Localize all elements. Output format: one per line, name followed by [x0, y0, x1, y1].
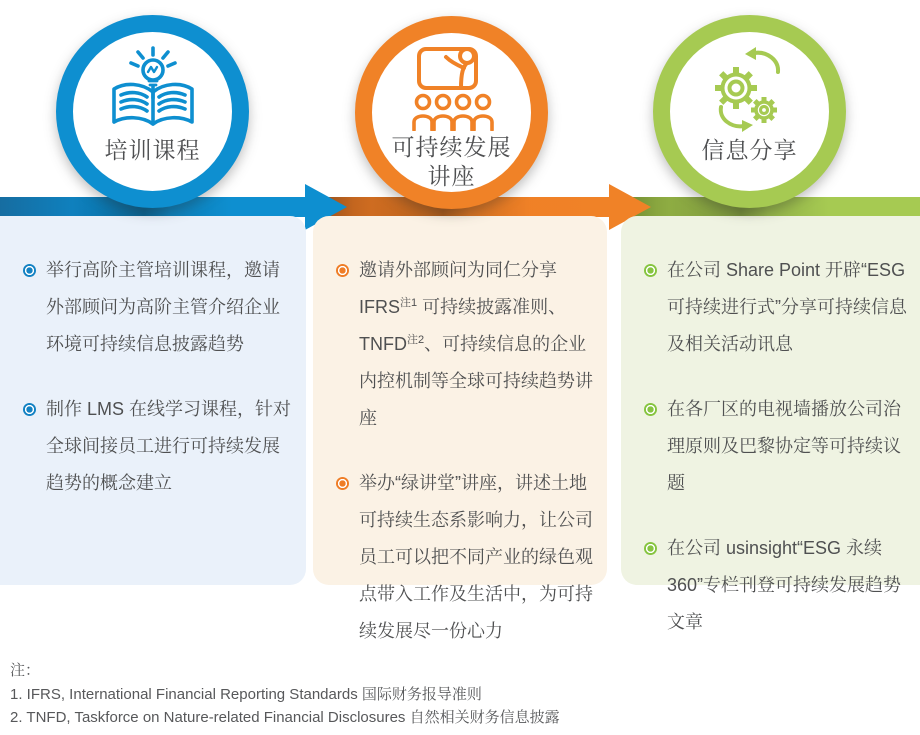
bullet-text [359, 252, 594, 437]
bullet-text-part: 可持续披露准则、TNFD [359, 297, 567, 354]
bullet-icon [644, 403, 657, 416]
bullet-text [359, 465, 594, 650]
footnote-ref-1: 注1 [400, 297, 418, 309]
bullet-icon [644, 264, 657, 277]
sharing-step-circle [653, 15, 846, 208]
bullet-icon [336, 477, 349, 490]
step-title-line: 培训课程 [104, 137, 201, 163]
bullet-text-part: 举行高阶主管培训课程，邀请外部顾问为高阶主管介绍企业环境可持续信息披露趋势 [46, 260, 280, 354]
step-title-line: 可持续发展 [391, 134, 512, 160]
footnote-ref-2: 注2 [407, 334, 425, 346]
bullet-text-part: 在各厂区的电视墙播放公司治理原则及巴黎协定等可持续议题 [667, 399, 901, 493]
bullet-text-part: 邀请外部顾问为同仁分享 IFRS [359, 260, 557, 317]
gears-sync-icon [702, 46, 798, 134]
list-item [644, 252, 907, 363]
list-item [23, 391, 293, 502]
bullet-text-part: 、可持续信息的企业内控机制等全球可持续趋势讲座 [359, 334, 593, 428]
lecture-bullet-list [313, 216, 607, 650]
sharing-bullet-list [621, 216, 920, 641]
lecture-step-circle [355, 16, 548, 209]
step-title [105, 136, 201, 165]
training-step-circle [56, 15, 249, 208]
bullet-icon [336, 264, 349, 277]
bullet-text [46, 391, 293, 502]
bullet-icon [23, 403, 36, 416]
bullet-text-part: 在公司 usinsight“ESG 永续 360”专栏刊登可持续发展趋势文章 [667, 538, 902, 632]
step-title-line: 讲座 [427, 163, 476, 189]
step-title [702, 136, 798, 165]
bullet-text [667, 391, 907, 502]
presentation-audience-icon [404, 45, 500, 131]
bullet-text-part: 制作 LMS 在线学习课程，针对全球间接员工进行可持续发展趋势的概念建立 [46, 399, 292, 493]
footnotes-label: 注： [10, 662, 41, 679]
step-title [392, 133, 512, 191]
list-item [336, 252, 594, 437]
list-item [644, 530, 907, 641]
training-content-box [0, 216, 306, 585]
bullet-text-part: 举办“绿讲堂”讲座，讲述土地可持续生态系影响力，让公司员工可以把不同产业的绿色观点带入工作及生活中，为可持续发展尽一份心力 [359, 473, 593, 641]
bullet-text [667, 252, 907, 363]
footnote-item: 1. IFRS, International Financial Reporting Standards 国际财务报导准则 [10, 685, 482, 703]
list-item [644, 391, 907, 502]
list-item [23, 252, 293, 363]
footnotes [10, 659, 560, 730]
step-title-line: 信息分享 [701, 137, 798, 163]
footnote-item: 2. TNFD, Taskforce on Nature-related Financial Disclosures 自然相关财务信息披露 [10, 709, 560, 726]
bullet-text [667, 530, 907, 641]
training-bullet-list [0, 216, 306, 502]
bullet-icon [23, 264, 36, 277]
bullet-text [46, 252, 293, 363]
lecture-content-box [313, 216, 607, 641]
list-item [336, 465, 594, 650]
sharing-content-box [621, 216, 920, 632]
bullet-text-part: 在公司 Share Point 开辟“ESG 可持续进行式”分享可持续信息及相关活动讯息 [667, 260, 907, 354]
book-lightbulb-icon [105, 46, 201, 134]
bullet-icon [644, 542, 657, 555]
